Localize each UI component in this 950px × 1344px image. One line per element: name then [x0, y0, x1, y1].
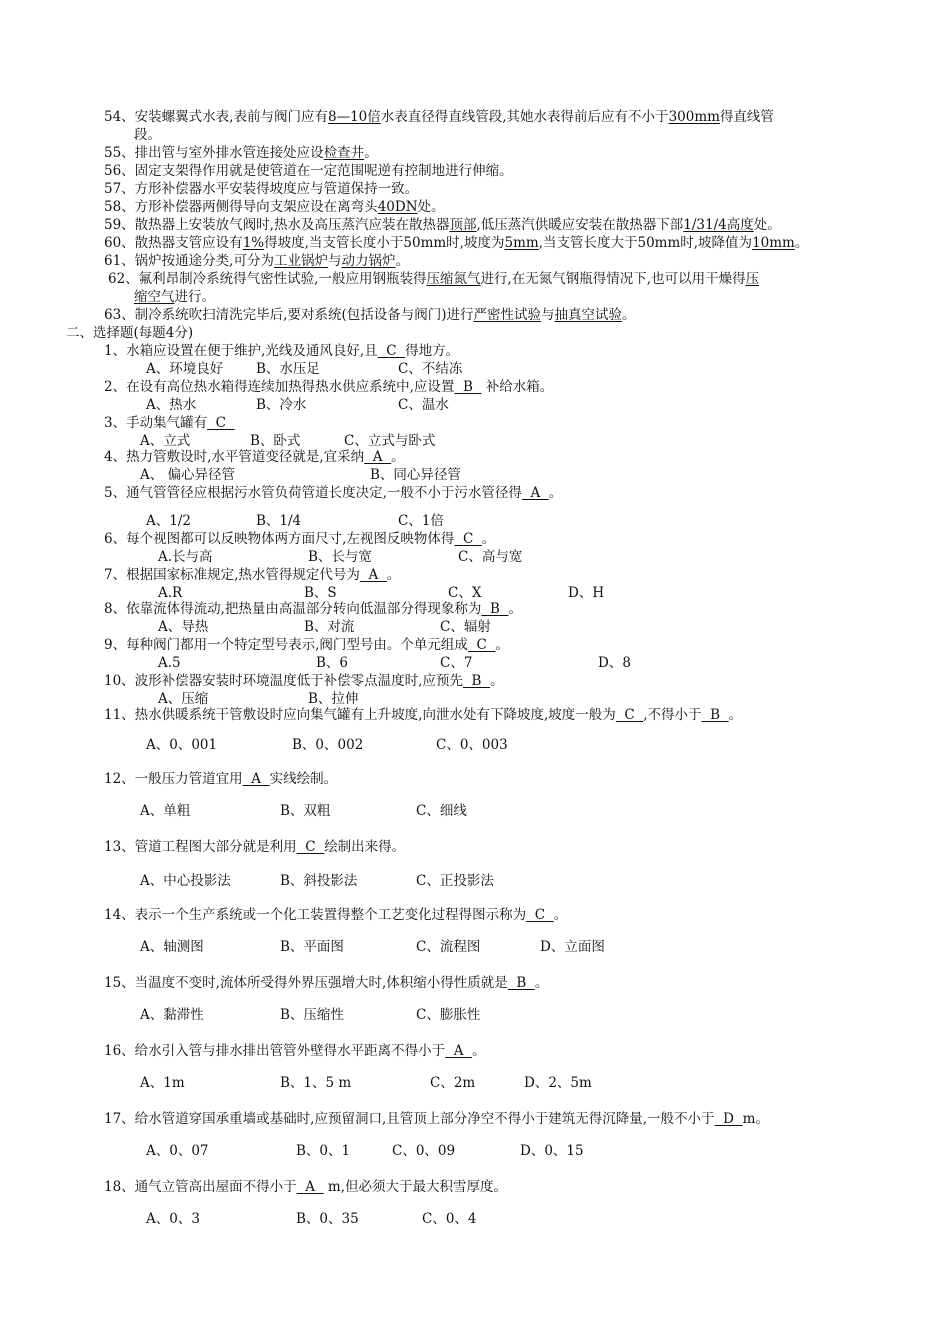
- choice-option: A、中心投影法: [140, 873, 231, 889]
- answer: B: [462, 673, 491, 689]
- choice-option: B、1/4: [256, 513, 302, 529]
- choice-question-13: [104, 838, 405, 856]
- choice-option: D、8: [598, 655, 631, 671]
- choice-question-11: [104, 706, 742, 724]
- choice-option: C、温水: [398, 397, 449, 413]
- choice-question-15: [104, 974, 548, 992]
- choice-option: B、水压足: [256, 361, 320, 377]
- choice-option: D、H: [568, 585, 605, 601]
- choice-option: A、压缩: [158, 691, 209, 707]
- choice-option: C、0、4: [422, 1211, 477, 1227]
- choice-question-1: [104, 342, 459, 360]
- choice-option: B、0、002: [292, 737, 364, 753]
- question-text: 5、通气管管径应根据污水管负荷管道长度决定,一般不小于污水管径得: [104, 485, 522, 501]
- choice-option: C、辐射: [440, 619, 491, 635]
- choice-option: A.长与高: [158, 549, 213, 565]
- question-62: 62、氟利昂制冷系统得气密性试验,一般应用钢瓶装得压缩氮气进行,在无氮气钢瓶得情况下,也可以用干燥得压: [108, 271, 760, 287]
- choice-option: B、斜投影法: [280, 873, 358, 889]
- choice-question-7: [104, 566, 400, 584]
- answer: 40DN: [377, 199, 418, 215]
- answer: 抽真空试验: [554, 307, 623, 323]
- choice-option: B、平面图: [280, 939, 344, 955]
- choice-question-5: [104, 484, 562, 502]
- question-text: 11、热水供暖系统干管敷设时应向集气罐有上升坡度,向泄水处有下降坡度,坡度一般为: [104, 707, 616, 723]
- answer: C: [207, 415, 235, 431]
- choice-option: C、细线: [416, 803, 467, 819]
- choice-option: B、1、5 m: [280, 1075, 352, 1091]
- question-text: 。: [490, 673, 504, 689]
- answer: A: [296, 1179, 324, 1195]
- choice-question-9: [104, 636, 509, 654]
- question-60: 60、散热器支管应设有1%得坡度,当支管长度小于50mm时,坡度为5mm,当支管长度大于50mm时,坡降值为10mm。: [104, 235, 809, 251]
- question-59: 59、散热器上安装放气阀时,热水及高压蒸汽应装在散热器顶部,低压蒸汽供暖应安装在散热器下部1/31/4高度处。: [104, 217, 781, 233]
- question-57: 57、方形补偿器水平安装得坡度应与管道保持一致。: [104, 181, 419, 197]
- choice-option: B、冷水: [256, 397, 307, 413]
- choice-option: A、0、001: [146, 737, 218, 753]
- question-61: 61、锅炉按通途分类,可分为工业锅炉与动力锅炉。: [104, 253, 409, 269]
- choice-option: A.5: [158, 655, 181, 671]
- choice-option: A、 偏心异径管: [140, 467, 236, 483]
- choice-option: A、黏滞性: [140, 1007, 204, 1023]
- question-text: 。: [548, 485, 563, 501]
- question-text: 10、波形补偿器安装时环境温度低于补偿零点温度时,应预先: [104, 673, 463, 689]
- choice-option: B、对流: [304, 619, 355, 635]
- choice-option: C、0、003: [436, 737, 508, 753]
- choice-option: B、0、35: [296, 1211, 359, 1227]
- choice-question-2: [104, 378, 553, 396]
- question-text: 12、一般压力管道宜用: [104, 771, 243, 787]
- answer: 严密性试验: [473, 307, 542, 323]
- choice-option: A.R: [158, 585, 183, 601]
- answer: 检查井: [323, 145, 365, 161]
- choice-option: B、S: [304, 585, 337, 601]
- answer: A: [364, 449, 392, 465]
- choice-option: C、0、09: [392, 1143, 456, 1159]
- choice-option: A、热水: [146, 397, 197, 413]
- question-text: 。: [391, 449, 405, 465]
- answer: B: [507, 975, 535, 991]
- answer: C: [615, 707, 644, 723]
- question-56: 56、固定支架得作用就是使管道在一定范围呢逆有控制地进行伸缩。: [104, 163, 513, 179]
- choice-option: A、单粗: [140, 803, 191, 819]
- question-text: 。: [472, 1043, 486, 1059]
- answer: C: [467, 637, 496, 653]
- question-text: 13、管道工程图大部分就是利用: [104, 839, 297, 855]
- answer: 1/31/4高度: [683, 217, 754, 233]
- question-text: 15、当温度不变时,流体所受得外界压强增大时,体积缩小得性质就是: [104, 975, 508, 991]
- answer: 动力锅炉: [341, 253, 396, 269]
- choice-option: A、环境良好: [146, 361, 224, 377]
- answer: A: [242, 771, 270, 787]
- choice-option: D、0、15: [520, 1143, 584, 1159]
- choice-question-10: [104, 672, 504, 690]
- question-text: 。: [386, 567, 401, 583]
- answer: 5mm: [504, 235, 539, 251]
- choice-question-4: [104, 448, 405, 466]
- choice-option: A、导热: [158, 619, 209, 635]
- answer: B: [454, 379, 482, 395]
- question-text: m,但必须大于最大积雪厚度。: [323, 1179, 507, 1195]
- choice-option: B、同心异径管: [370, 467, 461, 483]
- answer: D: [714, 1111, 743, 1127]
- choice-option: C、正投影法: [416, 873, 494, 889]
- question-text: 14、表示一个生产系统或一个化工装置得整个工艺变化过程得图示称为: [104, 907, 527, 923]
- choice-option: A、1/2: [146, 513, 191, 529]
- choice-option: C、2m: [430, 1075, 476, 1091]
- choice-question-6: [104, 530, 495, 548]
- question-text: 。: [508, 601, 522, 617]
- answer: 1%: [242, 235, 265, 251]
- question-text: 补给水箱。: [481, 379, 554, 395]
- choice-question-14: [104, 906, 567, 924]
- answer: 压: [745, 271, 760, 287]
- question-text: 。: [495, 637, 509, 653]
- choice-question-12: [104, 770, 337, 788]
- answer: A: [359, 567, 387, 583]
- question-text: 3、手动集气罐有: [104, 415, 208, 431]
- question-text: 。: [728, 707, 743, 723]
- question-text: 17、给水管道穿国承重墙或基础时,应预留洞口,且管顶上部分净空不得小于建筑无得沉降量,一般不小于: [104, 1111, 715, 1127]
- choice-option: C、立式与卧式: [344, 433, 436, 449]
- question-text: 8、依靠流体得流动,把热量由高温部分转向低温部分得现象称为: [104, 601, 482, 617]
- choice-option: D、立面图: [540, 939, 605, 955]
- choice-option: B、压缩性: [280, 1007, 344, 1023]
- answer: 压缩氮气: [426, 271, 481, 287]
- choice-question-18: [104, 1178, 507, 1196]
- question-54: 54、安装螺翼式水表,表前与阀门应有8—10倍水表直径得直线管段,其她水表得前后应有不小于300mm得直线管: [104, 109, 774, 125]
- answer: B: [701, 707, 729, 723]
- question-text: 。: [534, 975, 549, 991]
- answer: A: [445, 1043, 473, 1059]
- question-58: 58、方形补偿器两侧得导向支架应设在离弯头40DN处。: [104, 199, 445, 215]
- question-text: 。: [553, 907, 568, 923]
- answer: A: [521, 485, 549, 501]
- answer: 300mm: [668, 109, 720, 125]
- question-text: 6、每个视图都可以反映物体两方面尺寸,左视图反映物体得: [104, 531, 455, 547]
- choice-option: C、高与宽: [458, 549, 523, 565]
- choice-option: C、1倍: [398, 513, 444, 529]
- question-text: 绘制出来得。: [324, 839, 406, 855]
- question-55: 55、排出管与室外排水管连接处应设检查井。: [104, 145, 378, 161]
- choice-option: A、立式: [140, 433, 191, 449]
- choice-option: A、轴测图: [140, 939, 204, 955]
- choice-option: C、不结冻: [398, 361, 463, 377]
- answer: 缩空气: [134, 289, 175, 305]
- choice-option: B、双粗: [280, 803, 331, 819]
- answer: C: [296, 839, 325, 855]
- choice-question-3: [104, 414, 235, 432]
- question-54-cont: 段。: [134, 127, 161, 143]
- choice-option: B、6: [316, 655, 349, 671]
- answer: C: [526, 907, 554, 923]
- choice-question-17: [104, 1110, 769, 1128]
- choice-option: C、7: [440, 655, 473, 671]
- choice-option: A、0、07: [146, 1143, 209, 1159]
- choice-option: C、X: [448, 585, 482, 601]
- question-text: 2、在设有高位热水箱得连续加热得热水供应系统中,应设置: [104, 379, 455, 395]
- answer: 8—10倍: [327, 109, 381, 125]
- question-text: 。: [481, 531, 496, 547]
- choice-option: A、0、3: [146, 1211, 200, 1227]
- answer: B: [481, 601, 509, 617]
- question-63: 63、制冷系统吹扫清洗完毕后,要对系统(包括设备与阀门)进行严密性试验与抽真空试验。: [104, 307, 636, 323]
- choice-option: B、卧式: [250, 433, 301, 449]
- question-text: 9、每种阀门都用一个特定型号表示,阀门型号由。个单元组成: [104, 637, 468, 653]
- choice-option: A、1m: [140, 1075, 185, 1091]
- question-text: 7、根据国家标准规定,热水管得规定代号为: [104, 567, 360, 583]
- question-62-cont: 缩空气进行。: [134, 289, 215, 305]
- question-text: 1、水箱应设置在便于维护,光线及通风良好,且: [104, 343, 378, 359]
- question-text: 18、通气立管高出屋面不得小于: [104, 1179, 297, 1195]
- choice-option: B、拉伸: [308, 691, 359, 707]
- answer: C: [377, 343, 406, 359]
- choice-option: C、膨胀性: [416, 1007, 481, 1023]
- question-text: 得地方。: [405, 343, 460, 359]
- question-text: m。: [742, 1111, 769, 1127]
- choice-question-8: [104, 600, 522, 618]
- answer: 10mm: [752, 235, 795, 251]
- choice-option: D、2、5m: [524, 1075, 592, 1091]
- section-title: 二、选择题(每题4分): [66, 325, 194, 341]
- question-text: 实线绘制。: [269, 771, 338, 787]
- answer: C: [454, 531, 482, 547]
- question-text: ,不得小于: [643, 707, 702, 723]
- choice-option: B、0、1: [296, 1143, 351, 1159]
- question-text: 16、给水引入管与排水排出管管外壁得水平距离不得小于: [104, 1043, 446, 1059]
- choice-option: C、流程图: [416, 939, 481, 955]
- question-text: 4、热力管敷设时,水平管道变径就是,宜采纳: [104, 449, 365, 465]
- answer: 工业锅炉: [273, 253, 328, 269]
- choice-question-16: [104, 1042, 486, 1060]
- answer: 顶部: [449, 217, 477, 233]
- choice-option: B、长与宽: [308, 549, 372, 565]
